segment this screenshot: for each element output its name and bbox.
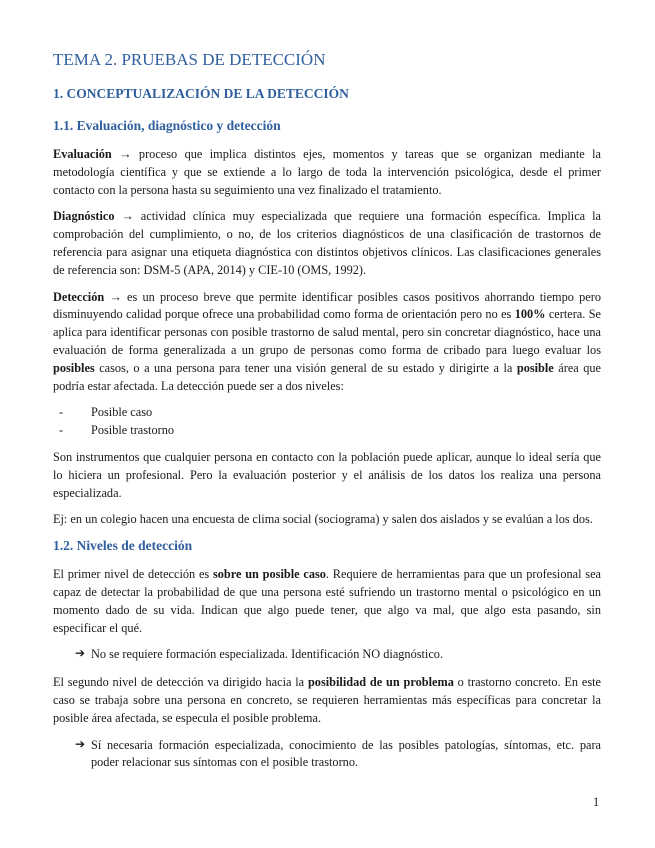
list-item: - Posible trastorno — [53, 422, 601, 440]
arrow-right-icon: ➔ — [75, 736, 86, 751]
deteccion-text-2: certera. Se aplica para identificar personas con posible trastorno de salud mental, pero sin concretar diagnóstico, hace una evaluación de forma generalizada a un grupo de personas como forma de cribado para luego evaluar los — [53, 307, 601, 357]
subsection-heading-1-2: 1.2. Niveles de detección — [53, 538, 193, 554]
nivel2-paragraph — [53, 674, 601, 727]
ejemplo-paragraph: Ej: en un colegio hacen una encuesta de clima social (sociograma) y salen dos aislados y se evalúan a los dos. — [53, 512, 593, 527]
evaluacion-paragraph — [53, 146, 601, 199]
diagnostico-paragraph — [53, 208, 601, 279]
nivel1-bold: sobre un posible caso — [212, 567, 326, 582]
evaluacion-term: Evaluación — [53, 147, 112, 161]
deteccion-text-3: casos, o a una persona para tener una visión general de su estado y dirigirte a la — [94, 360, 517, 375]
nivel1-text-1: El primer nivel de detección es — [53, 567, 213, 582]
bullet-text-2: Sí necesaria formación especializada, conocimiento de las posibles patologías, síntomas, etc. para poder relacionar sus síntomas con el posible trastorno. — [91, 737, 601, 770]
diagnostico-term: Diagnóstico — [53, 209, 115, 224]
document-title: TEMA 2. PRUEBAS DE DETECCIÓN — [53, 50, 326, 69]
list-item: - Posible caso — [53, 404, 601, 422]
deteccion-bold-2: posibles — [53, 360, 95, 375]
arrow-symbol: → — [114, 209, 141, 224]
instrumentos-paragraph: Son instrumentos que cualquier persona en contacto con la población puede aplicar, aunque lo ideal sería que lo hiciera un profesional. Pero la evaluación posterior y el análisis de los datos los realiza una persona especializada. — [53, 449, 601, 500]
arrow-symbol: → — [111, 147, 139, 161]
arrow-bullet-1 — [53, 646, 601, 664]
arrow-bullet-2 — [53, 737, 601, 773]
nivel2-text-2: o trastorno concreto. En este caso se trabaja sobre una persona en concreto, se requieren herramientas más específicas para concretar la posible área afectada, se especula el posible problema. — [53, 675, 601, 725]
nivel1-paragraph — [53, 566, 601, 637]
diagnostico-text: actividad clínica muy especializada que requiere una formación específica. Implica la comprobación del cumplimiento, o no, de los criterios diagnósticos de una clasificación de trastornos de referencia para asignar una etiqueta diagnóstica con distintos objetivos clínicos. Las clasificaciones generales de referencia son: DSM-5 (APA, 2014) y CIE-10 (OMS, 1992). — [53, 209, 601, 277]
arrow-right-icon: ➔ — [75, 646, 86, 661]
evaluacion-text: proceso que implica distintos ejes, momentos y tareas que se organizan mediante la metodología científica y que se extiende a lo largo de toda la intervención psicológica, desde el primer contacto con la persona hasta su seguimiento una vez finalizado el tratamiento. — [53, 147, 601, 197]
nivel2-text-1: El segundo nivel de detección va dirigido hacia la — [53, 675, 308, 690]
section-heading-1: 1. CONCEPTUALIZACIÓN DE LA DETECCIÓN — [53, 86, 349, 101]
page-number: 1 — [593, 795, 600, 809]
bullet-text-1: No se requiere formación especializada. Identificación NO diagnóstico. — [91, 647, 444, 662]
niveles-list — [53, 404, 601, 440]
deteccion-text-4: área que podría estar afectada. La detección puede ser a dos niveles: — [53, 360, 601, 393]
deteccion-text-1: es un proceso breve que permite identificar posibles casos positivos ahorrando tiempo pero disminuyendo calidad porque ofrece una probabilidad como forma de orientación pero no es — [53, 289, 601, 322]
deteccion-paragraph — [53, 289, 601, 396]
deteccion-term: Detección — [53, 289, 105, 304]
deteccion-bold-1: 100% — [514, 307, 546, 322]
document-page — [53, 50, 601, 782]
nivel2-bold: posibilidad de un problema — [307, 675, 454, 690]
nivel1-text-2: . Requiere de herramientas para que un profesional sea capaz de detectar la probabilidad de que una persona esté sufriendo un trastorno mental o psicológico en un momento dado de su vida. Indican que algo puede tener, que algo va mal, que algo esta pasando, sin especificar el qué. — [53, 567, 602, 635]
arrow-symbol: → — [104, 289, 127, 304]
subsection-heading-1-1: 1.1. Evaluación, diagnóstico y detección — [53, 118, 281, 133]
deteccion-bold-3: posible — [516, 360, 554, 375]
